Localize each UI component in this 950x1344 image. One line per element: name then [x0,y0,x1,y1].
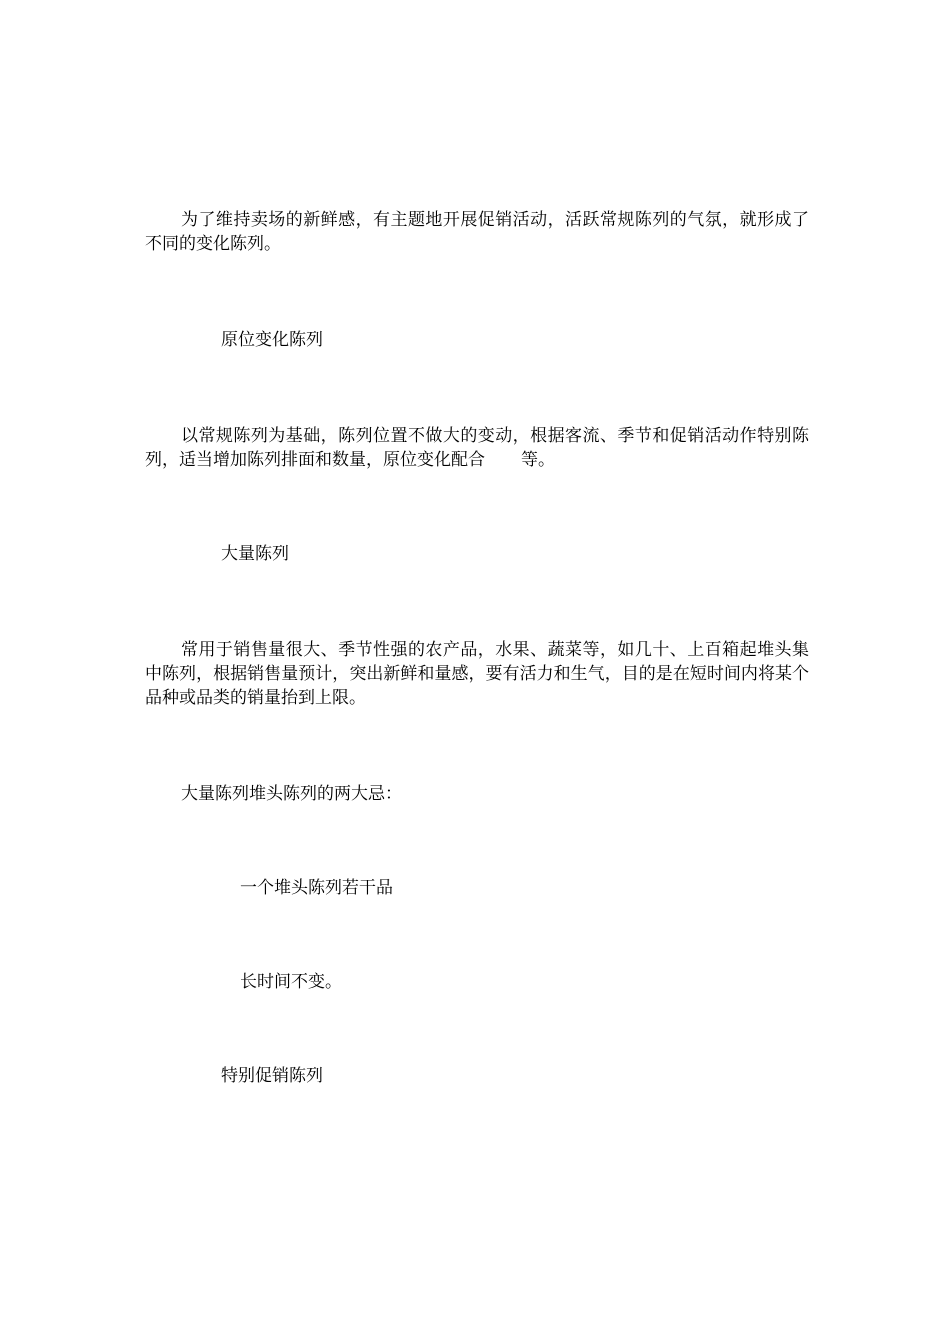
in-place-variation-text-end: 等。 [521,450,555,470]
in-place-variation-text: 以常规陈列为基础，陈列位置不做大的变动，根据客流、季节和促销活动作特别陈列，适当增加陈列排面和数量，原位变化配合 [145,426,809,470]
taboo-item: 长时间不变。 [240,972,342,992]
in-place-variation-paragraph [145,424,809,472]
intro-paragraph: 为了维持卖场的新鲜感，有主题地开展促销活动，活跃常规陈列的气氛，就形成了不同的变化陈列。 [145,210,809,254]
mass-display-paragraph: 常用于销售量很大、季节性强的农产品，水果、蔬菜等，如几十、上百箱起堆头集中陈列，根据销售量预计，突出新鲜和量感，要有活力和生气，目的是在短时间内将某个品种或品类的销量抬到上限。 [145,640,809,708]
section-heading-mass-display: 大量陈列 [221,544,289,564]
section-heading-in-place-variation: 原位变化陈列 [221,330,323,350]
taboo-item: 一个堆头陈列若干品 [240,878,393,898]
taboos-lead: 大量陈列堆头陈列的两大忌： [181,784,402,804]
section-heading-special-promotion: 特别促销陈列 [221,1066,323,1086]
